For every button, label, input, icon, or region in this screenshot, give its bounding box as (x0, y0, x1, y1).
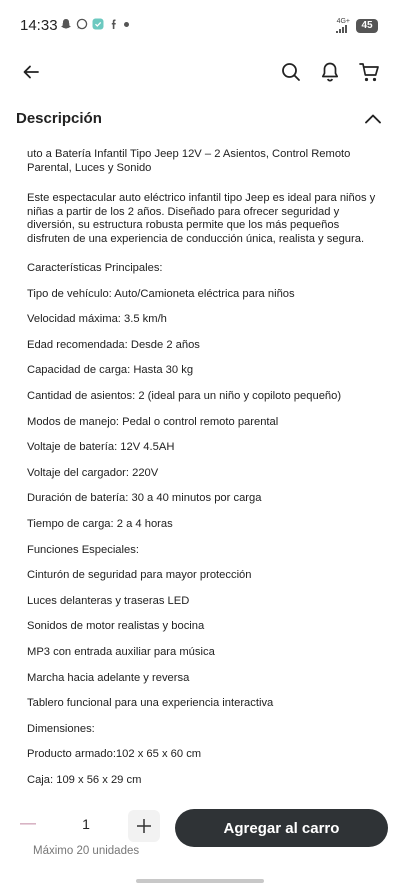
cart-icon (358, 61, 380, 83)
description-line: Funciones Especiales: (27, 543, 139, 556)
decrease-quantity-button[interactable] (14, 810, 42, 838)
increase-quantity-button[interactable] (128, 810, 160, 842)
description-line: Duración de batería: 30 a 40 minutos por carga (27, 492, 262, 505)
cart-bar (0, 800, 400, 870)
description-line: Sonidos de motor realistas y bocina (27, 620, 205, 633)
snapchat-icon (60, 18, 72, 30)
description-line: Velocidad máxima: 3.5 km/h (27, 313, 167, 326)
notification-icons (60, 18, 129, 30)
description-lead: Este espectacular auto eléctrico infantil tipo Jeep es ideal para niños y niñas a partir de los 2 años. Diseñado para ofrecer seguridad y diversión, su estructura robusta permite que los más pequeños disfruten de una experiencia de conducción única, realista y segura. (27, 192, 376, 245)
status-right (336, 18, 378, 33)
description-line: Tipo de vehículo: Auto/Camioneta eléctrica para niños (27, 287, 295, 300)
description-line: Edad recomendada: Desde 2 años (27, 338, 200, 351)
battery-indicator: 45 (356, 19, 378, 33)
chevron-up-icon[interactable] (362, 108, 384, 130)
description-line: Dimensiones: (27, 722, 95, 735)
description-line: Producto armado:102 x 65 x 60 cm (27, 748, 202, 761)
whatsapp-icon (76, 18, 88, 30)
signal-icon (336, 25, 350, 33)
bell-icon (320, 61, 340, 83)
description-line: Voltaje de batería: 12V 4.5AH (27, 441, 175, 454)
description-line: Marcha hacia adelante y reversa (27, 671, 190, 684)
network-type: 4G+ (336, 18, 350, 25)
description-line: Capacidad de carga: Hasta 30 kg (27, 364, 194, 377)
description-line: Caja: 109 x 56 x 29 cm (27, 773, 142, 786)
app-bar (0, 52, 400, 94)
description-line: Características Principales: (27, 262, 163, 274)
description-header[interactable] (0, 104, 400, 134)
section-title: Descripción (16, 110, 102, 127)
app-icon (92, 18, 104, 30)
signal-group (336, 18, 350, 33)
status-time: 14:33 (20, 17, 58, 34)
more-notifications-dot (124, 22, 129, 27)
description-line: Tiempo de carga: 2 a 4 horas (27, 517, 173, 530)
description-lines (27, 262, 377, 799)
back-button[interactable] (17, 58, 45, 86)
max-quantity-label: Máximo 20 unidades (33, 845, 140, 857)
minus-icon (20, 822, 36, 826)
facebook-icon (108, 18, 120, 30)
description-line: Cantidad de asientos: 2 (ideal para un niño y copiloto pequeño) (27, 389, 342, 402)
plus-icon (136, 818, 152, 834)
description-line: Tablero funcional para una experiencia interactiva (27, 697, 274, 710)
search-icon (280, 61, 302, 83)
description-line: Luces delanteras y traseras LED (27, 594, 190, 607)
home-indicator[interactable] (136, 879, 264, 883)
add-to-cart-button[interactable]: Agregar al carro (175, 809, 388, 847)
search-button[interactable] (277, 58, 305, 86)
description-line: Modos de manejo: Pedal o control remoto parental (27, 415, 279, 428)
description-body (27, 148, 377, 799)
description-line: Voltaje del cargador: 220V (27, 466, 159, 479)
quantity-value: 1 (82, 816, 90, 832)
description-line: Cinturón de seguridad para mayor protección (27, 569, 252, 582)
notifications-button[interactable] (316, 58, 344, 86)
cart-button[interactable] (355, 58, 383, 86)
back-arrow-icon (21, 62, 41, 82)
description-intro: uto a Batería Infantil Tipo Jeep 12V – 2 Asientos, Control Remoto Parental, Luces y Sonido (27, 148, 351, 174)
description-line: MP3 con entrada auxiliar para música (27, 645, 215, 658)
status-bar (0, 0, 400, 52)
